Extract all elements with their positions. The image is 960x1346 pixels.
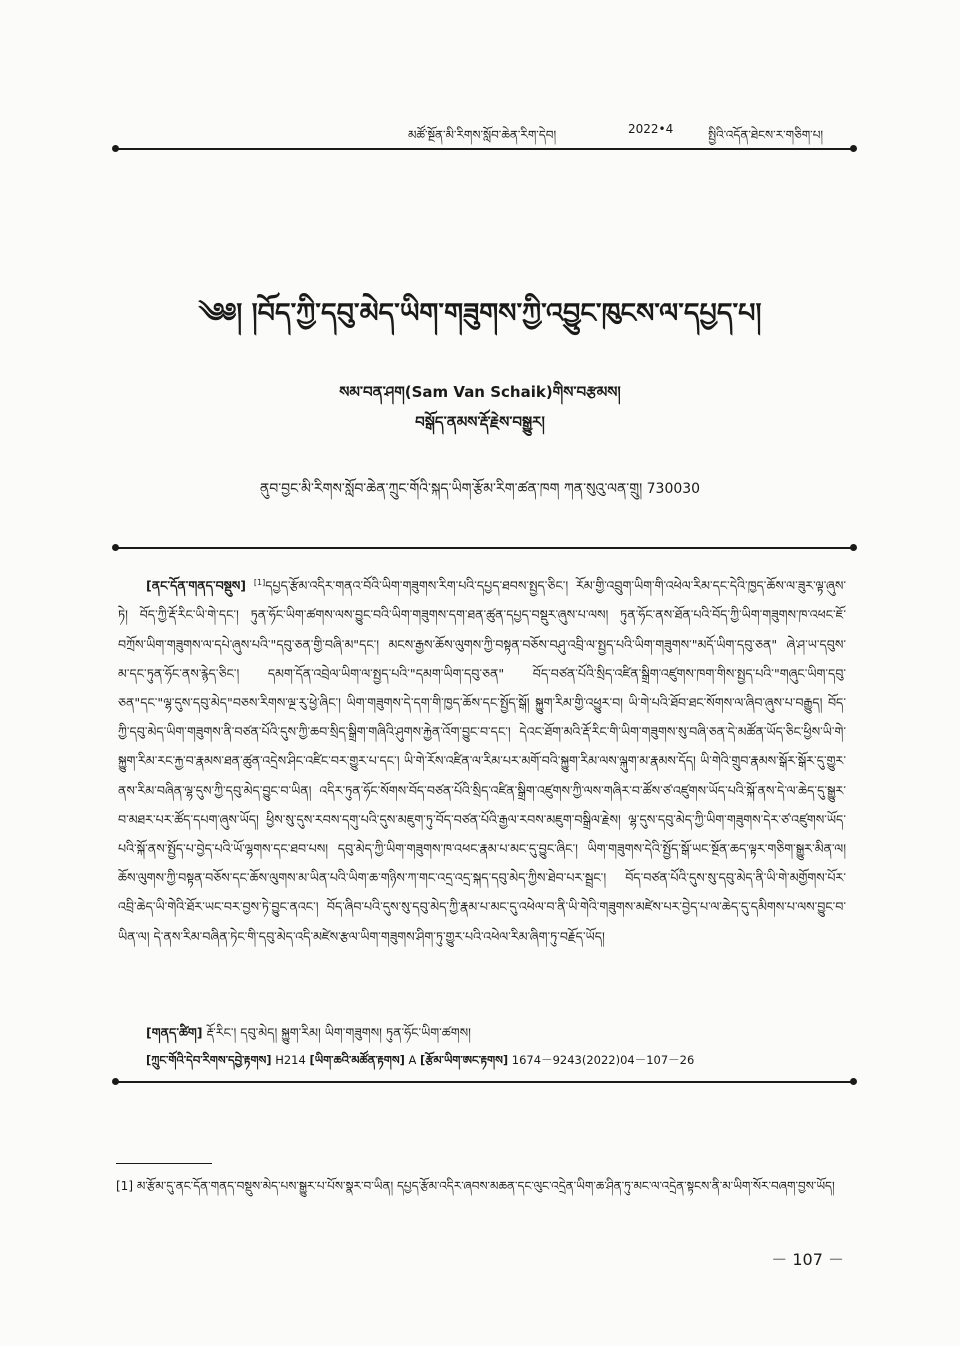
article-id-label: [རྩོམ་ཡིག་ཨང་རྟགས] bbox=[420, 1053, 509, 1067]
abstract-label: [ནང་དོན་གནད་བསྡུས] bbox=[146, 578, 247, 594]
abstract-text: དཔྱད་རྩོམ་འདིར་གནའ་བོའི་ཡིག་གཟུགས་རིག་པའི་དཔྱད་ཐབས་སྤྱད་ཅིང་། རོམ་གྱི་འབྲུག་ཡིག་གི་འཕེལ་རིམ་དང་དེའི་ཁྱད་ཆོས་ལ་ཟུར་ལྟ་ཞུས་ཏེ། བོད་ཀྱི་རྡོ་རིང་ཡི་གེ་དང་། ཏུན་ཧོང་ཡིག་ཚགས་ལས་བྱུང་བའི་ཡིག་གཟུགས་དག་ཐན་ཚུན་དཔྱད་བསྡུར་ཞུས་པ་ལས། ཏུན་ཧོང་ནས་ཐོན་པའི་བོད་ཀྱི་ཡིག་གཟུགས་ཁ་འཕང་ཇོ་བཀྲོས་ཡིག་གཟུགས་ལ་དཔེ་ཞུས་པའི་"དབུ་ཅན་གྱི་བཞི་མ"དང་། མངས་རྒྱས་ཆོས་ལུགས་ཀྱི་བསྟན་བཅོས་བཤུ་འབྲི་ལ་སྤྱད་པའི་ཡིག་གཟུགས་"མདོ་ཡིག་དབུ་ཅན" ཞེ་ཤ་ཡ་དབུས་མ་དང་ཏུན་ཧོང་ནས་རྙེད་ཅིང་། དམག་དོན་འབྲེལ་ཡིག་ལ་སྤྱད་པའི་"དམག་ཡིག་དབུ་ཅན" བོད་བཙན་པོའི་སྲིད་འཛིན་སྒྲིག་འཛུགས་ཁག་གིས་སྤྱད་པའི་"གཞུང་ཡིག་དབུ་ཅན"དང་"ལྷ་དུས་དབུ་མེད"བཅས་རིགས་ལྔ་རུ་ཕྱེ་ཞིང་། ཡིག་གཟུགས་དེ་དག་གི་ཁྱད་ཆོས་དང་སྤྱོད་སྒོ། སྐྱུག་རིམ་གྱི་འཕྱུར་བ། ཡི་གེ་པའི་ཐོབ་ཐང་སོགས་ལ་ཞིབ་ཞུས་པ་བརྒྱུད། བོད་ཀྱི་དབུ་མེད་ཡིག་གཟུགས་ནི་བཙན་པོའི་དུས་ཀྱི་ཆབ་སྲིད་སྒྲིག་གཞིའི་ཤུགས་རྐྱེན་འོག་བྱུང་བ་དང་། དེའང་ཐོག་མའི་རྡོ་རིང་གི་ཡིག་གཟུགས་སུ་བཞི་ཅན་དེ་མཚོན་ཡོད་ཅིང་ཕྱིས་ཡི་གེ་སྐྱུག་རིམ་རང་རྐྱ་བ་རྣམས་ཐན་ཚུན་འདྲེས་ཤིང་འཛིང་བར་གྱུར་པ་དང་། ཡི་གེ་རོས་འཛིན་ལ་རིམ་པར་མགོ་བའི་སྐྱུག་རིམ་ལས་ལྐུག་མ་རྣམས་དོད། ཡི་གེའི་གྲུབ་རྣམས་སྒོར་སྒོར་དུ་གྱུར་ནས་རིམ་བཞིན་ལྷ་དུས་ཀྱི་དབུ་མེད་བྱུང་བ་ཡིན། འདིར་ཏུན་ཧོང་སོགས་བོད་བཙན་པོའི་སྲིད་འཛིན་སྒྲིག་འཛུགས་ཀྱི་ལས་གཞིར་བ་ཚོས་ཙ་འཛུགས་ཡོད་པའི་སྐོ་ནས་དེ་ལ་ཆེད་དུ་སྒྱུར་བ་མཐར་པར་ཚོད་དཔག་ཞུས་ཡོད། ཕྱིས་སུ་དུས་རབས་དགུ་པའི་དུས་མཇུག་ཏུ་བོད་བཙན་པོའི་རྒྱལ་རབས་མཇུག་བསྒྲིལ་རྗེས། ལྷ་དུས་དབུ་མེད་ཀྱི་ཡིག་གཟུགས་དེར་ཙ་འཛུགས་ཡོད་པའི་སྐོ་ནས་སྤྱོད་པ་བྱེད་པའི་ཡོ་ལྷགས་དང་ཐབ་པས། དབུ་མེད་ཀྱི་ཡིག་གཟུགས་ཁ་འཕང་རྣམ་པ་མང་དུ་བྱུང་ཞིང་། ཡིག་གཟུགས་དེའི་སྤྱོད་སྒོ་ཡང་སྔོན་ཆད་ལྟར་གཅིག་སྒྱུར་མིན་ལ། ཆོས་ལུགས་ཀྱི་བསྟན་བཅོས་དང་ཆོས་ལུགས་མ་ཡིན་པའི་ཡིག་ཆ་གཉིས་ཀ་གང་འདྲ་འདྲ་སྐད་དབུ་མེད་ཀྱིས་ཐེབ་པར་སྦྲང་། བོད་བཙན་པོའི་དུས་སུ་དབུ་མེད་ནི་ཡི་གེ་མགྱོགས་པོར་འབྲི་ཆེད་ཡི་གེའི་ཐོར་ཡང་བར་བྱས་ཏེ་བྱུང་ནའང་། བོད་ཞིབ་པའི་དུས་སུ་དབུ་མེད་ཀྱི་རྣམ་པ་མང་དུ་འཕེལ་བ་ནི་ཡི་གེའི་གཟུགས་མཛེས་པར་བྱེད་པ་ལ་ཆེད་དུ་དམིགས་པ་ལས་བྱུང་བ་ཡིན་ལ། དེ་ནས་རིམ་བཞིན་ཏེང་གི་དབུ་མེད་འདི་མཛེས་རྩལ་ཡིག་གཟུགས་ཤིག་ཏུ་གྱུར་པའི་འཕེལ་རིམ་ཞིག་ཏུ་བརྗོད་ཡོད། bbox=[118, 578, 846, 944]
affiliation: ནུབ་བྱང་མི་རིགས་སློབ་ཆེན་ཀྲུང་གོའི་སྐད་ཡིག་རྩོམ་རིག་ཚན་ཁག ཀན་སུའུ་ལན་གྲུ། 730030 bbox=[259, 481, 701, 497]
doc-code-label: [ཡིག་ཆའི་མཚོན་རྟགས] bbox=[309, 1053, 405, 1067]
running-header bbox=[0, 122, 960, 142]
abstract-top-rule bbox=[116, 547, 854, 549]
abstract bbox=[118, 568, 846, 951]
doc-code-value: A bbox=[408, 1053, 417, 1067]
footnote-text: མ་རྩོམ་དུ་ནང་དོན་གནད་བསྡུས་མེད་པས་སྒྱུར་པ་པོས་སྣར་བ་ཡིན། དཔྱད་རྩོམ་འདིར་ཞབས་མཆན་དང་ལུང་འདྲེན་ཡིག་ཆ་ཤིན་ཏུ་མང་ལ་འདྲེན་སྟངས་ནི་མ་ཡིག་སོར་བཞག་བྱས་ཡོད། bbox=[136, 1179, 835, 1193]
translator-line: བསྒོད་ནམས་རྡོ་རྗེས་བསྒྱུར། bbox=[415, 413, 545, 431]
issue-section: སྤྱིའི་འདོན་ཐེངས་ར་གཅིག་པ། bbox=[708, 128, 824, 142]
abstract-bottom-rule bbox=[116, 1081, 854, 1083]
rule-end-dot bbox=[112, 145, 119, 152]
footnote bbox=[116, 1176, 846, 1197]
journal-name: མཚོ་སྔོན་མི་རིགས་སློབ་ཆེན་རིག་དེབ། bbox=[408, 128, 557, 142]
rule-end-dot bbox=[850, 1078, 857, 1085]
rule-end-dot bbox=[112, 1078, 119, 1085]
footnote-mark: [1] bbox=[116, 1179, 133, 1193]
keywords-text: རྡོ་རིང་། དབུ་མེད། སྐྱུག་རིམ། ཡིག་གཟུགས། ཏུན་ཧོང་ཡིག་ཚགས། bbox=[206, 1025, 471, 1040]
rule-end-dot bbox=[850, 145, 857, 152]
clc-value: H214 bbox=[275, 1053, 306, 1067]
rule-end-dot bbox=[850, 544, 857, 551]
abstract-ref-mark: [1] bbox=[253, 578, 266, 587]
classification-line bbox=[146, 1047, 846, 1080]
article-title: ༄༅། །བོད་ཀྱི་དབུ་མེད་ཡིག་གཟུགས་ཀྱི་འབྱུང་ཁུངས་ལ་དཔྱད་པ། bbox=[198, 298, 762, 329]
clc-label: [ཀྲུང་གོའི་དེབ་རིགས་དབྱེ་རྟགས] bbox=[146, 1053, 272, 1067]
header-rule bbox=[116, 148, 854, 150]
issue-number: 2022•4 bbox=[628, 122, 674, 136]
keywords-label: [གནད་ཚིག] bbox=[146, 1025, 203, 1040]
author-line: སམ་བན་ཤག(Sam Van Schaik)གིས་བརྩམས། bbox=[339, 383, 621, 401]
page-number: － 107 － bbox=[771, 1250, 844, 1269]
rule-end-dot bbox=[112, 544, 119, 551]
article-id-value: 1674－9243(2022)04－107－26 bbox=[511, 1053, 695, 1067]
footnote-rule bbox=[116, 1163, 212, 1164]
